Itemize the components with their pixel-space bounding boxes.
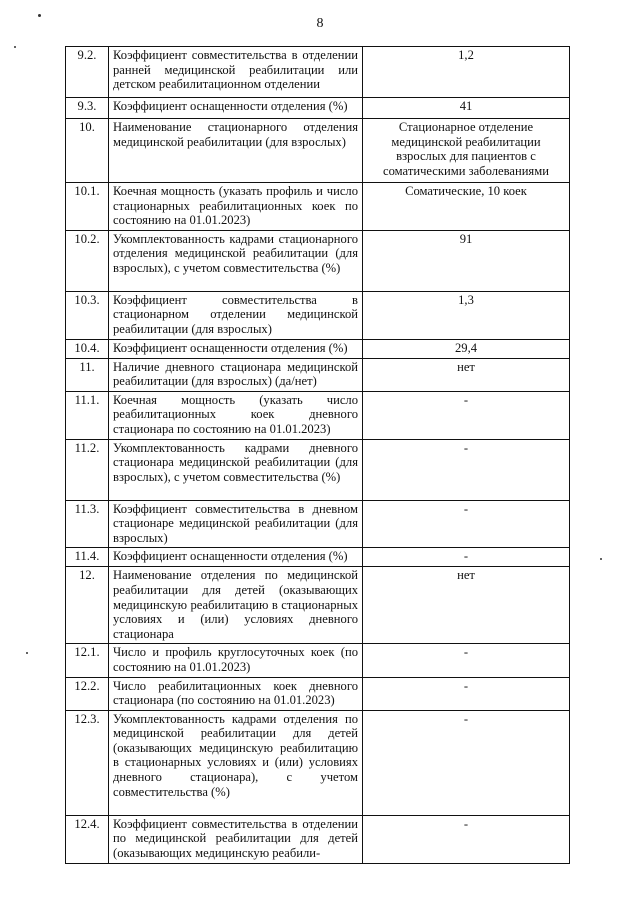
row-value: -: [363, 500, 570, 548]
page-number: 8: [316, 16, 324, 31]
scan-speck: [26, 652, 28, 654]
scan-speck: [14, 46, 16, 48]
table-row: [66, 548, 570, 567]
table-row: [66, 815, 570, 863]
row-number: 11.3.: [66, 500, 109, 548]
row-label: Наличие дневного стационара медицинской реабилитации (для взрослых) (да/нет): [109, 358, 363, 391]
row-label: Коечная мощность (указать число реабилитационных коек дневного стационара по состоянию на 01.01.2023): [109, 391, 363, 439]
row-number: 11.: [66, 358, 109, 391]
row-value: -: [363, 439, 570, 500]
table-row: [66, 500, 570, 548]
row-number: 10.1.: [66, 183, 109, 231]
table-row: [66, 710, 570, 815]
table-row: [66, 677, 570, 710]
row-number: 11.2.: [66, 439, 109, 500]
row-value: нет: [363, 358, 570, 391]
row-number: 12.: [66, 567, 109, 644]
row-value: -: [363, 644, 570, 677]
table-row: [66, 291, 570, 339]
row-number: 9.3.: [66, 98, 109, 119]
table-row: [66, 339, 570, 358]
row-number: 10.: [66, 119, 109, 183]
row-label: Коэффициент совместительства в стационарном отделении медицинской реабилитации (для взрослых): [109, 291, 363, 339]
row-value: 91: [363, 230, 570, 291]
row-number: 11.1.: [66, 391, 109, 439]
scan-speck: [38, 14, 41, 17]
row-label: Укомплектованность кадрами дневного стационара медицинской реабилитации (для взрослых), с учетом совместительства (%): [109, 439, 363, 500]
table-row: [66, 567, 570, 644]
row-label: Число и профиль круглосуточных коек (по состоянию на 01.01.2023): [109, 644, 363, 677]
row-label: Коэффициент совместительства в отделении по медицинской реабилитации для детей (оказывающих медицинскую реабили-: [109, 815, 363, 863]
row-label: Коечная мощность (указать профиль и число стационарных реабилитационных коек по состоянию на 01.01.2023): [109, 183, 363, 231]
table-row: [66, 119, 570, 183]
table-row: [66, 183, 570, 231]
row-label: Укомплектованность кадрами стационарного отделения медицинской реабилитации (для взрослых), с учетом совместительства (%): [109, 230, 363, 291]
data-table: [65, 46, 570, 864]
row-number: 12.4.: [66, 815, 109, 863]
table-row: [66, 230, 570, 291]
row-label: Коэффициент оснащенности отделения (%): [109, 339, 363, 358]
row-value: -: [363, 710, 570, 815]
table-row: [66, 439, 570, 500]
table-row: [66, 98, 570, 119]
table-row: [66, 47, 570, 98]
row-value: -: [363, 391, 570, 439]
row-number: 10.3.: [66, 291, 109, 339]
row-value: -: [363, 548, 570, 567]
row-label: Коэффициент оснащенности отделения (%): [109, 98, 363, 119]
row-value: нет: [363, 567, 570, 644]
row-number: 12.3.: [66, 710, 109, 815]
row-label: Наименование стационарного отделения медицинской реабилитации (для взрослых): [109, 119, 363, 183]
row-value: 41: [363, 98, 570, 119]
table-row: [66, 644, 570, 677]
row-number: 11.4.: [66, 548, 109, 567]
row-number: 9.2.: [66, 47, 109, 98]
row-value: -: [363, 815, 570, 863]
row-number: 12.2.: [66, 677, 109, 710]
row-value: 29,4: [363, 339, 570, 358]
row-value: 1,3: [363, 291, 570, 339]
row-value: 1,2: [363, 47, 570, 98]
scan-speck: [600, 558, 602, 560]
table-row: [66, 391, 570, 439]
row-label: Укомплектованность кадрами отделения по медицинской реабилитации для детей (оказывающих медицинскую реабилитацию в стационарных условиях и (или) условиях дневного стационара), с учетом совместительства (%): [109, 710, 363, 815]
row-label: Число реабилитационных коек дневного стационара (по состоянию на 01.01.2023): [109, 677, 363, 710]
row-number: 10.2.: [66, 230, 109, 291]
row-label: Коэффициент оснащенности отделения (%): [109, 548, 363, 567]
row-label: Коэффициент совместительства в отделении ранней медицинской реабилитации или детском реабилитационном отделении: [109, 47, 363, 98]
row-number: 10.4.: [66, 339, 109, 358]
row-label: Наименование отделения по медицинской реабилитации для детей (оказывающих медицинскую реабилитацию в стационарных условиях и (или) условиях дневного стационара: [109, 567, 363, 644]
row-value: Стационарное отделение медицинской реабилитации взрослых для пациентов с соматическими заболеваниями: [363, 119, 570, 183]
row-number: 12.1.: [66, 644, 109, 677]
table-row: [66, 358, 570, 391]
row-value: Соматические, 10 коек: [363, 183, 570, 231]
row-label: Коэффициент совместительства в дневном стационаре медицинской реабилитации (для взрослых): [109, 500, 363, 548]
row-value: -: [363, 677, 570, 710]
